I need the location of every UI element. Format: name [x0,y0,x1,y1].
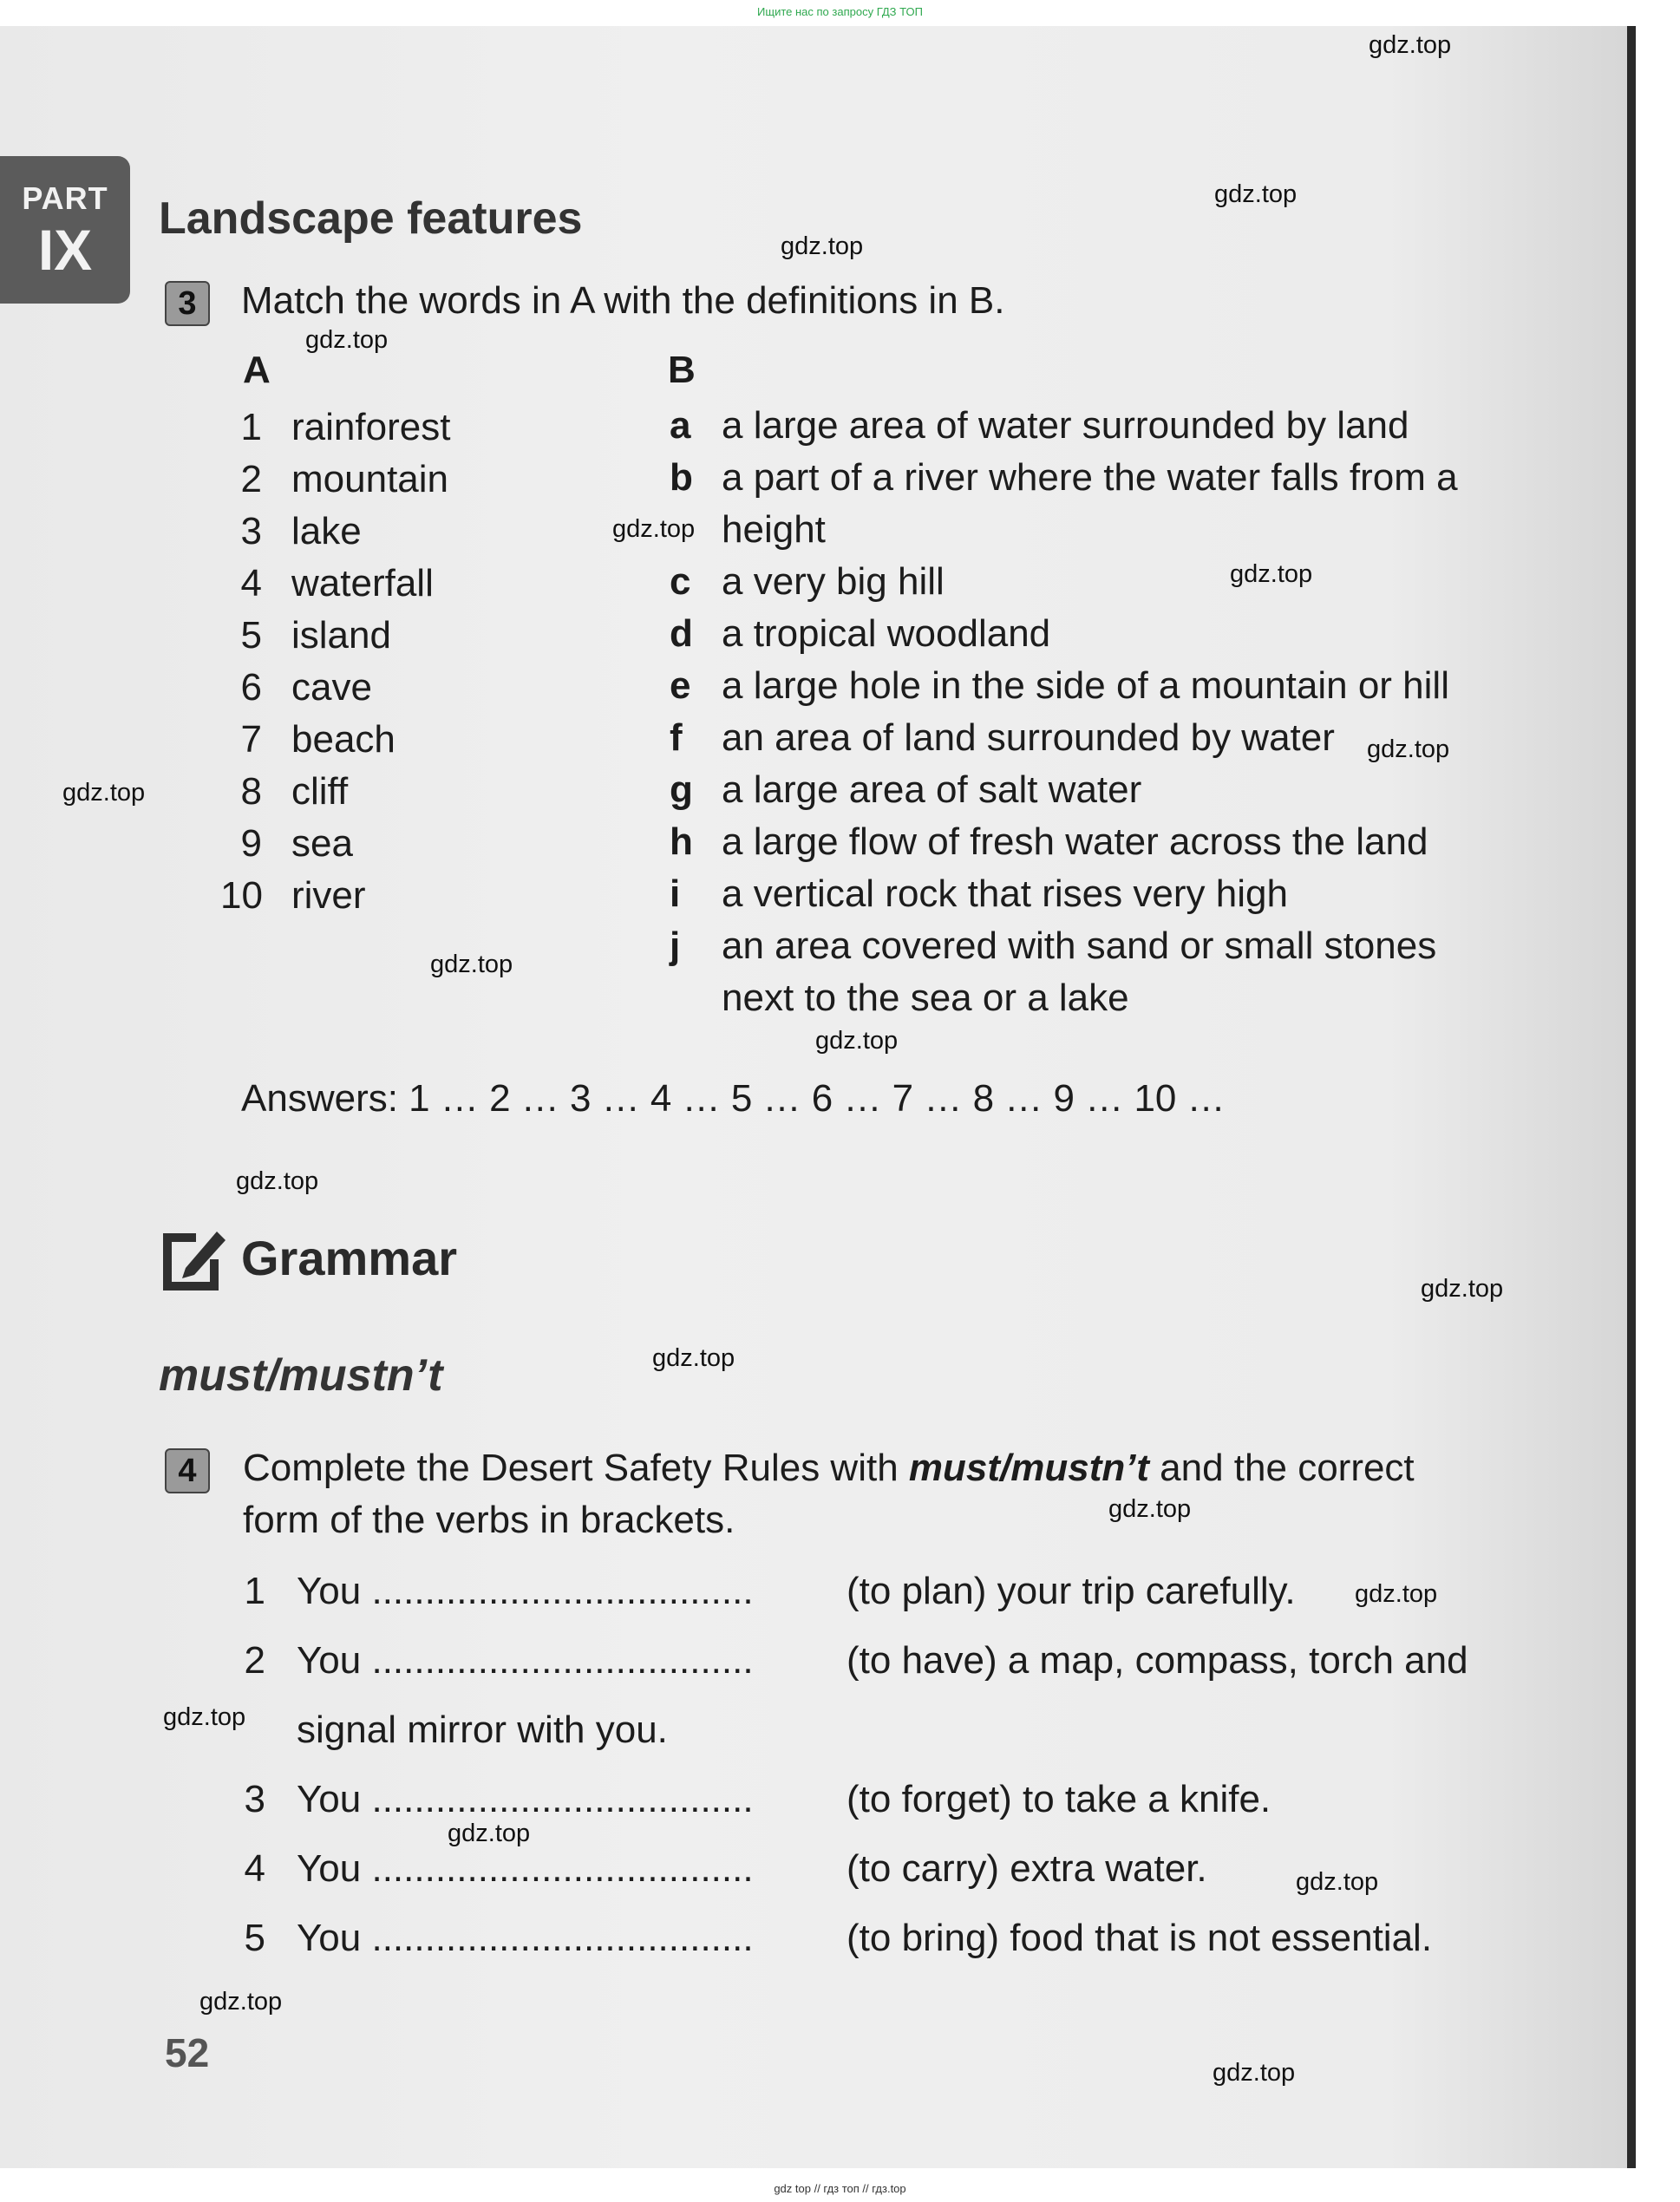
part-number: IX [37,218,93,282]
rule-number: 4 [244,1847,265,1890]
definition-text: a large hole in the side of a mountain or hill [722,664,1449,707]
grammar-heading: Grammar [241,1231,458,1285]
definition-letter: d [670,612,693,655]
part-tab [0,156,130,304]
page-number: 52 [165,2030,210,2075]
site-notice-bottom[interactable]: gdz top // гдз топ // гдз.top [774,2182,906,2195]
definition-text: an area of land surrounded by water [722,716,1335,759]
word-item: rainforest [291,406,451,448]
watermark-text[interactable]: gdz.top [1214,180,1298,208]
rule-text-continued: signal mirror with you. [297,1709,668,1751]
column-a-heading: A [243,349,271,391]
watermark-text[interactable]: gdz.top [62,779,146,807]
definition-letter: h [670,820,693,863]
definition-letter: g [670,768,693,811]
definition-text: a large area of salt water [722,768,1142,811]
definition-text: next to the sea or a lake [722,977,1129,1019]
definition-text: a large area of water surrounded by land [722,404,1409,447]
word-number: 5 [240,614,262,657]
word-item: mountain [291,458,449,500]
word-item: lake [291,510,362,552]
rule-text: (to carry) extra water. [847,1847,1207,1890]
word-number: 8 [240,770,262,813]
definition-text: a part of a river where the water falls from a [722,456,1458,499]
definition-text: an area covered with sand or small stones [722,925,1437,967]
instruction-emphasis: must/mustn’t [908,1447,1149,1489]
word-number: 4 [240,562,262,604]
watermark-text[interactable]: gdz.top [1230,560,1313,588]
rule-blank[interactable]: You .................................... [297,1639,754,1682]
word-number: 3 [240,510,262,552]
book-spine-shadow [1627,26,1636,2168]
rule-number: 5 [244,1917,265,1959]
watermark-text[interactable]: gdz.top [1367,735,1450,763]
watermark-text[interactable]: gdz.top [199,1988,283,2016]
word-item: cliff [291,770,349,813]
word-number: 9 [240,822,262,865]
definition-text: a vertical rock that rises very high [722,872,1288,915]
rule-number: 2 [244,1639,265,1682]
word-item: sea [291,822,353,865]
word-item: island [291,614,391,657]
watermark-text[interactable]: gdz.top [1213,2059,1296,2087]
watermark-text[interactable]: gdz.top [1296,1868,1379,1896]
rule-text: (to bring) food that is not essential. [847,1917,1433,1959]
definition-letter: f [670,716,683,759]
pencil-square-icon [156,1221,231,1296]
definition-letter: j [670,925,681,967]
rule-blank[interactable]: You .................................... [297,1570,754,1612]
watermark-text[interactable]: gdz.top [815,1027,899,1055]
answers-line: Answers: 1 … 2 … 3 … 4 … 5 … 6 … 7 … 8 … 9 … 10 … [241,1077,1226,1120]
rule-blank[interactable]: You .................................... [297,1778,754,1820]
definition-letter: a [670,404,691,447]
definition-letter: i [670,872,681,915]
definition-letter: b [670,456,693,499]
word-item: river [291,874,366,917]
word-number: 1 [240,406,262,448]
word-number: 6 [240,666,262,709]
word-item: beach [291,718,395,761]
definition-text: a large flow of fresh water across the land [722,820,1428,863]
definition-text: height [722,508,826,551]
word-item: waterfall [291,562,434,604]
grammar-subheading: must/mustn’t [159,1350,443,1401]
watermark-text[interactable]: gdz.top [1421,1275,1504,1303]
watermark-text[interactable]: gdz.top [652,1344,735,1372]
definition-text: a tropical woodland [722,612,1051,655]
watermark-text[interactable]: gdz.top [781,232,864,260]
rule-number: 1 [244,1570,265,1612]
watermark-text[interactable]: gdz.top [163,1703,246,1731]
watermark-text[interactable]: gdz.top [612,515,696,543]
rule-text: (to plan) your trip carefully. [847,1570,1296,1612]
definition-text: a very big hill [722,560,945,603]
watermark-text[interactable]: gdz.top [305,326,389,354]
word-number: 10 [220,874,263,917]
watermark-text[interactable]: gdz.top [1108,1495,1192,1523]
section-title: Landscape features [159,193,583,244]
word-number: 7 [240,718,262,761]
part-label: PART [22,180,108,216]
watermark-text[interactable]: gdz.top [448,1820,531,1847]
watermark-text[interactable]: gdz.top [430,951,513,978]
exercise-3-instruction: Match the words in A with the definitions in B. [241,279,1005,322]
definition-letter: e [670,664,691,707]
rule-blank[interactable]: You .................................... [297,1847,754,1890]
exercise-4-instruction: Complete the Desert Safety Rules with must/mustn’t and the correct [243,1447,1415,1489]
column-b-heading: B [668,349,696,391]
word-item: cave [291,666,372,709]
watermark-text[interactable]: gdz.top [1355,1580,1438,1608]
definition-letter: c [670,560,691,603]
watermark-text[interactable]: gdz.top [1369,31,1452,59]
rule-number: 3 [244,1778,265,1820]
rule-blank[interactable]: You .................................... [297,1917,754,1959]
word-number: 2 [240,458,262,500]
exercise-4-instruction-line2: form of the verbs in brackets. [243,1499,735,1541]
watermark-text[interactable]: gdz.top [236,1167,319,1195]
exercise-3-number: 3 [165,281,210,326]
exercise-4-number: 4 [165,1448,210,1493]
rule-text: (to forget) to take a knife. [847,1778,1271,1820]
site-notice-top[interactable]: Ищите нас по запросу ГДЗ ТОП [757,5,923,18]
rule-text: (to have) a map, compass, torch and [847,1639,1468,1682]
